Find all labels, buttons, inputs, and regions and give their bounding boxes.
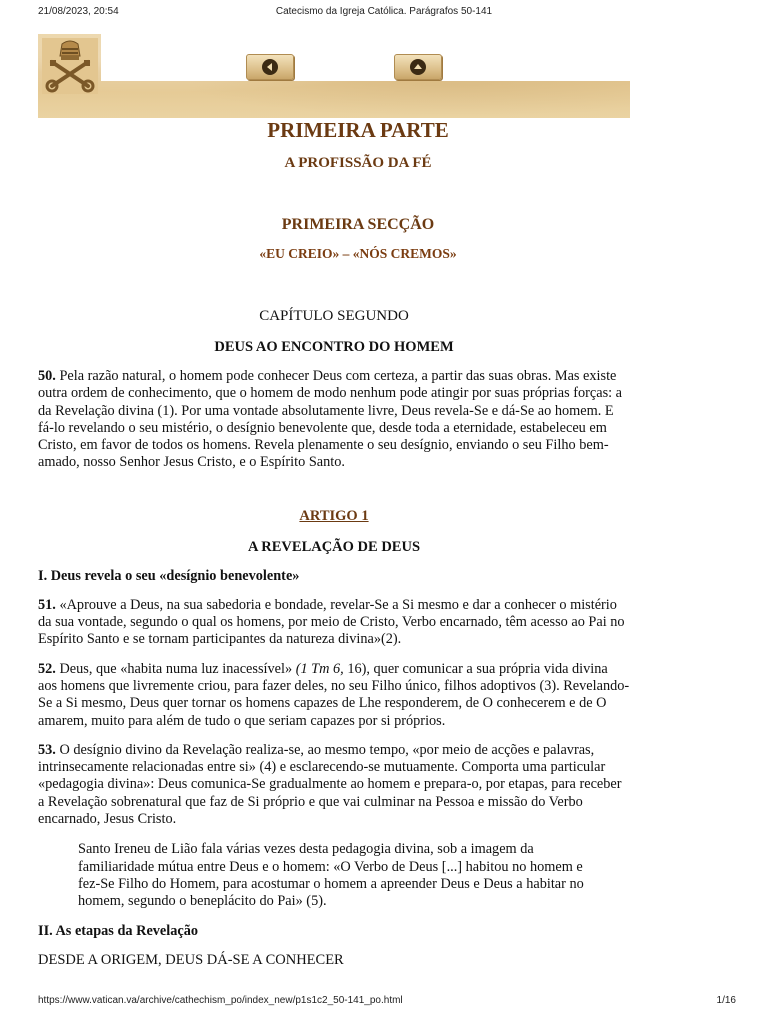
- subsection-heading-i: I. Deus revela o seu «desígnio benevolente»: [38, 567, 300, 584]
- article-title: A REVELAÇÃO DE DEUS: [247, 538, 421, 555]
- article-link[interactable]: ARTIGO 1: [299, 507, 369, 524]
- chapter-heading: CAPÍTULO SEGUNDO: [259, 308, 409, 324]
- banner-white-area: [101, 34, 630, 81]
- print-datetime: 21/08/2023, 20:54: [38, 6, 119, 17]
- paragraph-text: 16), quer comunicar a sua própria vida divina aos homens que livremente criou, para fazer deles, no seu Filho único, filhos adoptivos (3). Revelando-Se a Si mesmo, Deus quer tornar os homens capazes de Lhe responderem, de O conhecerem e de O amarem, muito para além de tudo o que seriam capazes por si próprios.: [38, 660, 630, 729]
- chapter-title: DEUS AO ENCONTRO DO HOMEM: [214, 339, 454, 355]
- arrow-up-icon: [410, 59, 426, 75]
- paragraph-text: O desígnio divino da Revelação realiza-se, ao mesmo tempo, «por meio de acções e palavras, intrinsecamente relacionadas entre si» (4) e esclarecendo-se mutuamente. Comporta uma particular «pedagogia divina»: Deus comunica-Se gradualmente ao homem e prepara-o, por etapas, para receber a Revelação sobrenatural que faz de Si próprio e que vai culminar na Pessoa e missão do Verbo encarnado, Jesus Cristo.: [38, 741, 622, 828]
- scripture-reference: (1 Tm 6,: [295, 660, 344, 677]
- article-heading: [38, 508, 630, 525]
- paragraph-text: «Aprouve a Deus, na sua sabedoria e bondade, revelar-Se a Si mesmo e dar a conhecer o mistério da sua vontade, segundo o qual os homens, por meio de Cristo, Verbo encarnado, têm acesso ao Pai no Espírito Santo e se tornam participantes da natureza divina»(2).: [38, 596, 625, 648]
- papal-keys-emblem-icon: [42, 38, 98, 94]
- section-heading: PRIMEIRA SECÇÃO: [281, 216, 435, 233]
- page-url: https://www.vatican.va/archive/cathechism_po/index_new/p1s1c2_50-141_po.html: [38, 995, 403, 1006]
- print-document-title: Catecismo da Igreja Católica. Parágrafos 50-141: [275, 6, 493, 17]
- paragraph-50: [38, 368, 630, 472]
- creed-heading: «EU CREIO» – «NÓS CREMOS»: [259, 246, 457, 261]
- print-footer: [0, 995, 768, 1011]
- paragraph-number: 50.: [38, 368, 56, 384]
- paragraph-text: Deus, que «habita numa luz inacessível»: [55, 660, 296, 677]
- paragraph-53: [38, 742, 630, 828]
- paragraph-text: Pela razão natural, o homem pode conhecer Deus com certeza, a partir das suas obras. Mas existe outra ordem de conhecimento, que o homem de modo nenhum pode atingir por suas próprias forças: a da Revelação divina (1). Por uma vontade absolutamente livre, Deus revela-Se e dá-Se ao homem. E fá-lo revelando o seu mistério, o desígnio benevolente que, desde toda a eternidade, estabeleceu em Cristo, em favor de todos os homens. Revela plenamente o seu desígnio, enviando o seu Filho bem-amado, nosso Senhor Jesus Cristo, e o Espírito Santo.: [38, 368, 623, 471]
- paragraph-51: [38, 597, 630, 649]
- up-index-button[interactable]: [394, 54, 442, 80]
- part-heading: PRIMEIRA PARTE: [267, 118, 449, 142]
- paragraph-number: 53.: [38, 741, 56, 758]
- indented-quote: Santo Ireneu de Lião fala várias vezes desta pedagogia divina, sob a imagem da familiaridade mútua entre Deus e o homem: «O Verbo de Deus [...] habitou no homem e fez-Se Filho do Homem, para acostumar o homem a apreender Deus e Deus a habitar no homem, segundo o beneplácito do Pai» (5).: [78, 841, 584, 910]
- paragraph-number: 51.: [38, 596, 56, 613]
- paragraph-52: [38, 661, 630, 730]
- previous-page-button[interactable]: [246, 54, 294, 80]
- topic-heading: DESDE A ORIGEM, DEUS DÁ-SE A CONHECER: [38, 951, 344, 968]
- paragraph-number: 52.: [38, 660, 56, 677]
- document-body: [38, 118, 630, 969]
- arrow-left-icon: [262, 59, 278, 75]
- profession-heading: A PROFISSÃO DA FÉ: [284, 155, 432, 171]
- page-number: 1/16: [716, 995, 736, 1006]
- print-header: [0, 6, 768, 22]
- subsection-heading-ii: II. As etapas da Revelação: [38, 922, 199, 939]
